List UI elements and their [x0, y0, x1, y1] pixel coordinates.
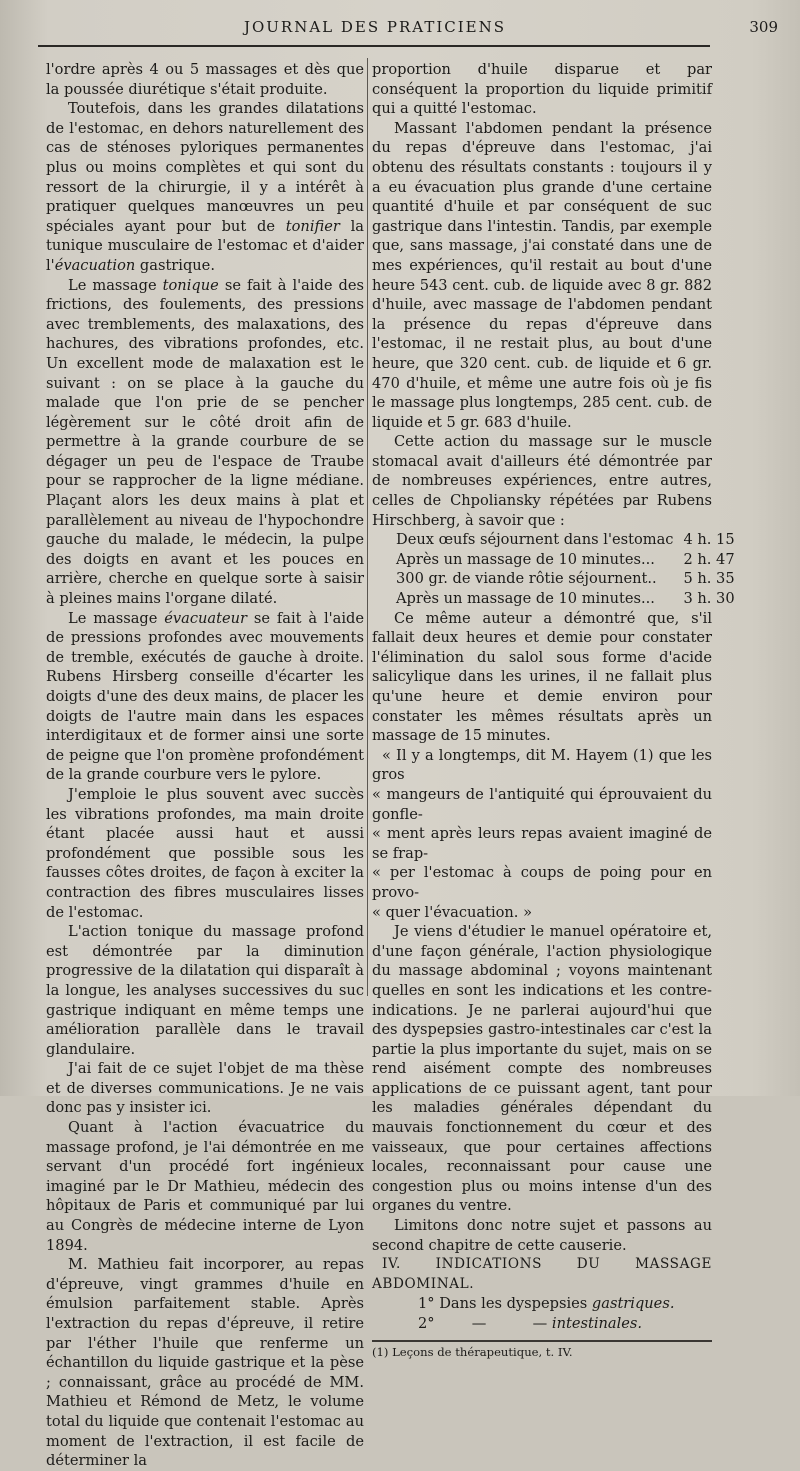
footnote: (1) Leçons de thérapeutique, t. IV. — [372, 1344, 573, 1359]
paragraph: proportion d'huile disparue et par conséquent la proportion du liquide primitif qui a quitté l'estomac. — [372, 61, 712, 118]
paragraph: l'ordre après 4 ou 5 massages et dès que la poussée diurétique s'était produite. — [46, 61, 364, 98]
paragraph: M. Mathieu fait incorporer, au repas d'épreuve, vingt grammes d'huile en émulsion parfaitement stable. Après l'extraction du repas d'épreuve, il retire par l'éther l'huile que renferme un échantillon du liquide gastrique et la pèse ; connaissant, grâce au procédé de MM. Mathieu et Rémond de Metz, le volume total du liquide que contenait l'estomac au moment de l'extraction, il est facile de déterminer la — [46, 1256, 364, 1470]
quote-line: « ment après leurs repas avaient imaginé de se frap- — [372, 825, 712, 862]
measure-label: Deux œufs séjournent dans l'estomac — [396, 531, 674, 549]
quote-line: « per l'estomac à coups de poing pour en provo- — [372, 864, 712, 901]
paragraph: Le massage évacuateur se fait à l'aide de pressions profondes avec mouvements de tremble, exécutés de gauche à droite. Rubens Hirsberg conseille d'écarter les doigts d'une des deux mains, de placer les doigts de l'autre main dans les espaces interdigitaux et de former ainsi une sorte de peigne que l'on promène profondément de la grande courbure vers le pylore. — [46, 609, 364, 784]
measure-time: 4 h. 15 — [683, 531, 735, 549]
paragraph: Quant à l'action évacuatrice du massage profond, je l'ai démontrée en me servant d'un procédé fort ingénieux imaginé par le Dr Mathieu, médecin des hôpitaux de Paris et communiqué par lui au Congrès de médecine interne de Lyon 1894. — [46, 1119, 364, 1254]
page-number: 309 — [749, 18, 778, 36]
measures-table — [396, 530, 735, 608]
right-column — [372, 60, 735, 1359]
section-item: 2° — — intestinales. — [418, 1315, 643, 1332]
quote-line: « mangeurs de l'antiquité qui éprouvaient du gonfle- — [372, 785, 712, 823]
paragraph: Le massage tonique se fait à l'aide des frictions, des foulements, des pressions avec tremblements, des malaxations, des hachures, des vibrations profondes, etc. Un excellent mode de malaxation est le suivant : on se place à la gauche du malade que l'on prie de se pencher légèrement sur le côté droit afin de permettre à la grande courbure de se dégager un peu de l'espace de Traube pour se rapprocher de la ligne médiane. Plaçant alors les deux mains à plat et parallèlement au niveau de l'hypochondre gauche du malade, le médecin, la pulpe des doigts en avant et les pouces en arrière, cherche en quelque sorte à saisir à pleines mains l'organe dilaté. — [46, 276, 365, 608]
paragraph: Cette action du massage sur le muscle stomacal avait d'ailleurs été démontrée par de nombreuses expériences, entre autres, celles de Chpoliansky répétées par Rubens Hirschberg, à savoir que : — [372, 433, 712, 529]
measure-label: Après un massage de 10 minutes... — [396, 550, 655, 568]
column-divider — [367, 58, 368, 996]
paragraph: Toutefois, dans les grandes dilatations de l'estomac, en dehors naturellement des cas de sténoses pyloriques permanentes plus ou moins complètes et qui sont du ressort de la chirurgie, il y a intérêt à pratiquer quelques manœuvres un peu spéciales ayant pour but de tonifier la tunique musculaire de l'estomac et d'aider l'évacuation gastrique. — [46, 100, 365, 274]
measure-label: Après un massage de 10 minutes... — [396, 590, 655, 608]
running-title: JOURNAL DES PRATICIENS — [243, 18, 507, 36]
section-item: 1° Dans les dyspepsies gastriques. — [418, 1295, 675, 1313]
paragraph: Massant l'abdomen pendant la présence du repas d'épreuve dans l'estomac, j'ai obtenu des résultats constants : toujours il y a eu évacuation plus grande d'une certaine quantité d'huile et par conséquent de suc gastrique dans l'intestin. Tandis, par exemple que, sans massage, j'ai constaté dans une de mes expériences, qu'il restait au bout d'une heure 543 cent. cub. de liquide avec 8 gr. 882 d'huile, avec massage de l'abdomen pendant la présence du repas d'épreuve dans l'estomac, il ne restait plus, au bout d'une heure, que 320 cent. cub. de liquide et 6 gr. 470 d'huile, et même une autre fois où je fis le massage plus longtemps, 285 cent. cub. de liquide et 5 gr. 683 d'huile. — [372, 119, 712, 431]
footnote-rule — [372, 1340, 712, 1342]
header-rule — [38, 45, 710, 47]
paragraph: J'emploie le plus souvent avec succès les vibrations profondes, ma main droite étant placée aussi haut et aussi profondément que possible sous les fausses côtes droites, de façon à exciter la contraction des fibres musculaires lisses de l'estomac. — [46, 785, 364, 921]
paragraph: L'action tonique du massage profond est démontrée par la diminution progressive de la dilatation qui disparaît à la longue, les analyses successives du suc gastrique indiquant en même temps une amélioration parallèle dans le travail glandulaire. — [46, 923, 364, 1058]
page-header — [20, 14, 778, 44]
measure-time: 5 h. 35 — [683, 570, 735, 588]
paragraph: Ce même auteur a démontré que, s'il fallait deux heures et demie pour constater l'élimination du salol sous forme d'acide salicylique dans les urines, il ne fallait plus qu'une heure et demie environ pour constater les mêmes résultats après un massage de 15 minutes. — [372, 609, 712, 745]
table-row — [396, 550, 735, 570]
quote-line: « quer l'évacuation. » — [372, 903, 533, 921]
table-row — [396, 589, 735, 609]
paragraph: J'ai fait de ce sujet l'objet de ma thèse et de diverses communications. Je ne vais donc pas y insister ici. — [46, 1060, 364, 1117]
measure-label: 300 gr. de viande rôtie séjournent.. — [396, 570, 657, 588]
table-row — [396, 530, 735, 550]
measure-time: 3 h. 30 — [683, 590, 735, 608]
paragraph: Je viens d'étudier le manuel opératoire et, d'une façon générale, l'action physiologique du massage abdominal ; voyons maintenant quelles en sont les indications et les contre-indications. Je ne parlerai aujourd'hui que des dyspepsies gastro-intestinales car c'est la partie la plus importante du sujet, mais on se rend aisément compte des nombreuses applications de ce puissant agent, tant pour les maladies générales dépendant du mauvais fonctionnement du cœur et des vaisseaux, que pour certaines affections locales, reconnaissant pour cause une congestion plus ou moins intense d'un des organes du ventre. — [372, 923, 712, 1215]
measure-time: 2 h. 47 — [683, 550, 735, 568]
section-heading: IV. INDICATIONS DU MASSAGE ABDOMINAL. — [372, 1256, 712, 1292]
left-column — [46, 60, 364, 1471]
table-row — [396, 569, 735, 589]
quote-line: « Il y a longtemps, dit M. Hayem (1) que les gros — [372, 746, 712, 784]
paragraph: Limitons donc notre sujet et passons au second chapitre de cette causerie. — [372, 1217, 712, 1254]
